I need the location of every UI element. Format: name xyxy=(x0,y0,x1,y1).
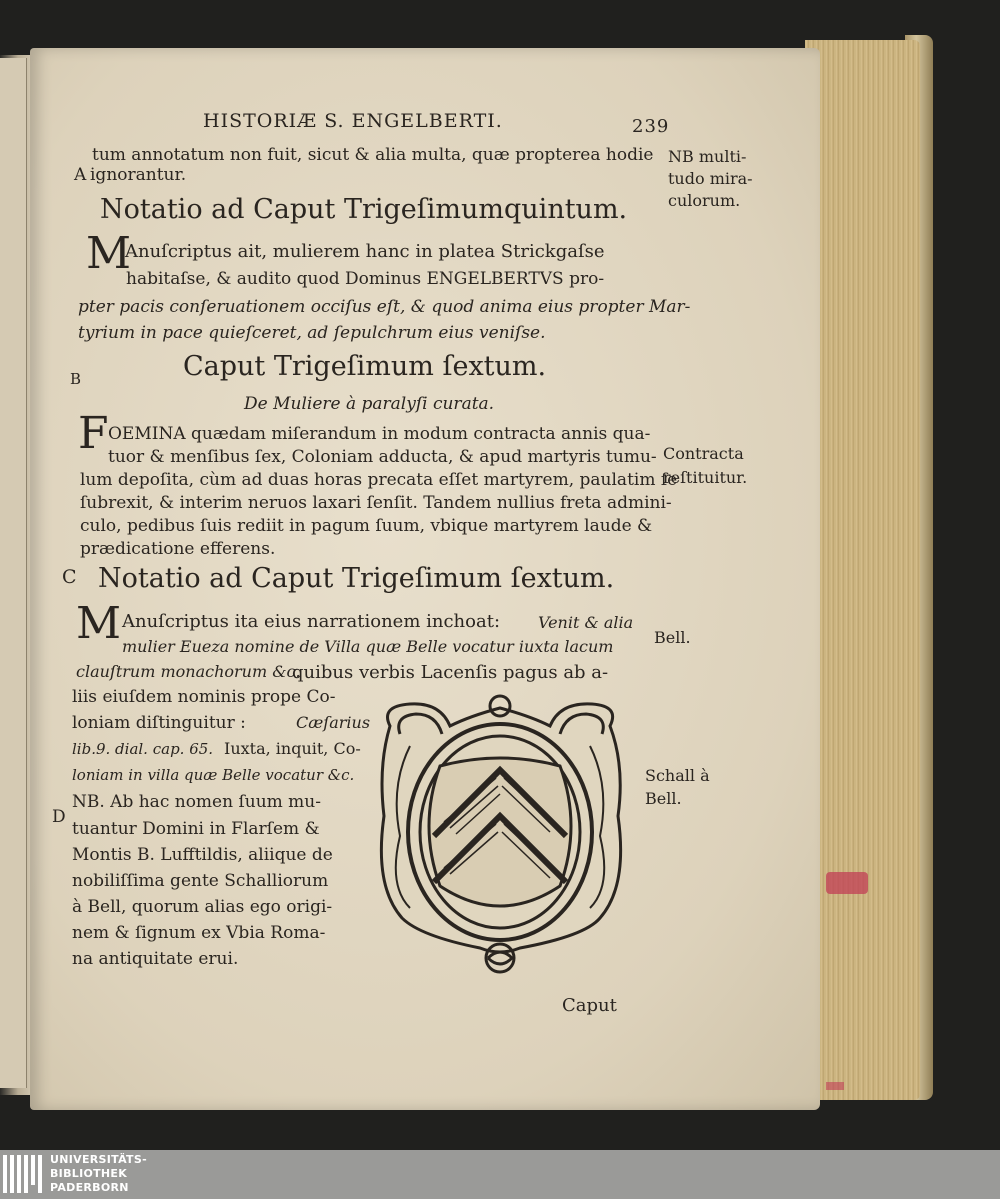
text-line: loniam diſtinguitur : xyxy=(72,713,246,733)
text-line: pter pacis conſeruationem occiſus eſt, & quod anima eius propter Mar- xyxy=(78,297,691,317)
text-line: Anuſcriptus ait, mulierem hanc in platea Strickgaſse xyxy=(125,241,605,262)
red-edge-mark-small xyxy=(826,1082,844,1090)
margin-note: culorum. xyxy=(668,191,741,210)
running-head: HISTORIÆ S. ENGELBERTI. xyxy=(203,110,503,132)
text-line: na antiquitate erui. xyxy=(72,949,239,969)
margin-note: NB multi- xyxy=(668,147,747,166)
section-heading: Notatio ad Caput Trigeſimumquintum. xyxy=(100,194,628,225)
text-line: Venit & alia xyxy=(538,613,634,632)
drop-cap: F xyxy=(78,408,109,459)
margin-letter-d: D xyxy=(52,807,66,827)
catchword: Caput xyxy=(562,995,617,1016)
text-line: nobiliſſima gente Schalliorum xyxy=(72,871,329,891)
text-line: culo, pedibus ſuis rediit in pagum ſuum, vbique martyrem laude & xyxy=(80,516,653,536)
text-line: à Bell, quorum alias ego origi- xyxy=(72,897,333,917)
margin-note: Contracta xyxy=(663,444,744,463)
text-line: nem & ſignum ex Vbia Roma- xyxy=(72,923,326,943)
red-edge-mark xyxy=(826,872,868,894)
page-edges xyxy=(805,40,920,1100)
text-line: lib.9. dial. cap. 65. xyxy=(72,740,214,758)
margin-note: Bell. xyxy=(654,628,691,647)
text-line: tuor & menſibus ſex, Coloniam adducta, & apud martyris tumu- xyxy=(108,447,657,467)
margin-note: Schall à xyxy=(645,766,710,785)
text-line: quibus verbis Lacenſis pagus ab a- xyxy=(292,662,609,683)
text-line: ignorantur. xyxy=(90,165,187,185)
library-name-line1: UNIVERSITÄTS- xyxy=(50,1153,147,1166)
text-line: OEMINA quædam miſerandum in modum contracta annis qua- xyxy=(108,424,651,444)
text-line: lum depoſita, cùm ad duas horas precata eſſet martyrem, paulatim ſe xyxy=(80,470,678,490)
text-line: NB. Ab hac nomen ſuum mu- xyxy=(72,792,321,812)
text-line: Cæſarius xyxy=(296,713,371,732)
text-line: habitaſse, & audito quod Dominus ENGELBERTVS pro- xyxy=(126,269,605,289)
coat-of-arms-illustration xyxy=(370,686,632,982)
text-line: mulier Eueza nomine de Villa quæ Belle vocatur iuxta lacum xyxy=(122,637,614,656)
drop-cap: M xyxy=(86,228,132,279)
text-line: Montis B. Lufftildis, aliique de xyxy=(72,845,333,865)
chapter-heading: Caput Trigeſimum ſextum. xyxy=(183,351,547,382)
text-line: clauſtrum monachorum &c. xyxy=(76,662,301,681)
margin-letter-b: B xyxy=(70,370,82,388)
library-footer xyxy=(0,1150,1000,1199)
text-line: tum annotatum non fuit, sicut & alia multa, quæ propterea hodie xyxy=(92,145,654,165)
text-line: loniam in villa quæ Belle vocatur &c. xyxy=(72,766,355,784)
margin-note: reſtituitur. xyxy=(663,468,748,487)
drop-cap: M xyxy=(76,598,122,649)
margin-note: tudo mira- xyxy=(668,169,753,188)
text-line: ſubrexit, & interim neruos laxari ſenſit. Tandem nullius freta admini- xyxy=(80,493,672,513)
text-line: Anuſcriptus ita eius narrationem inchoat: xyxy=(122,611,501,632)
margin-letter-a: A xyxy=(74,165,87,185)
chapter-subtitle: De Muliere à paralyſi curata. xyxy=(244,394,495,414)
text-line: prædicatione efferens. xyxy=(80,539,276,559)
margin-letter-c: C xyxy=(62,566,77,588)
text-line: liis eiuſdem nominis prope Co- xyxy=(72,687,336,707)
page-number: 239 xyxy=(632,116,670,137)
library-name-line2: BIBLIOTHEK xyxy=(50,1167,128,1180)
margin-note: Bell. xyxy=(645,789,682,808)
text-line: tuantur Domini in Flarſem & xyxy=(72,819,320,839)
library-name-line3: PADERBORN xyxy=(50,1181,129,1194)
left-page-sliver xyxy=(0,58,27,1088)
text-line: Iuxta, inquit, Co- xyxy=(224,739,361,758)
library-logo-icon xyxy=(0,1151,46,1197)
text-line: tyrium in pace quieſceret, ad ſepulchrum eius veniſse. xyxy=(78,323,546,343)
section-heading: Notatio ad Caput Trigeſimum ſextum. xyxy=(98,563,615,594)
